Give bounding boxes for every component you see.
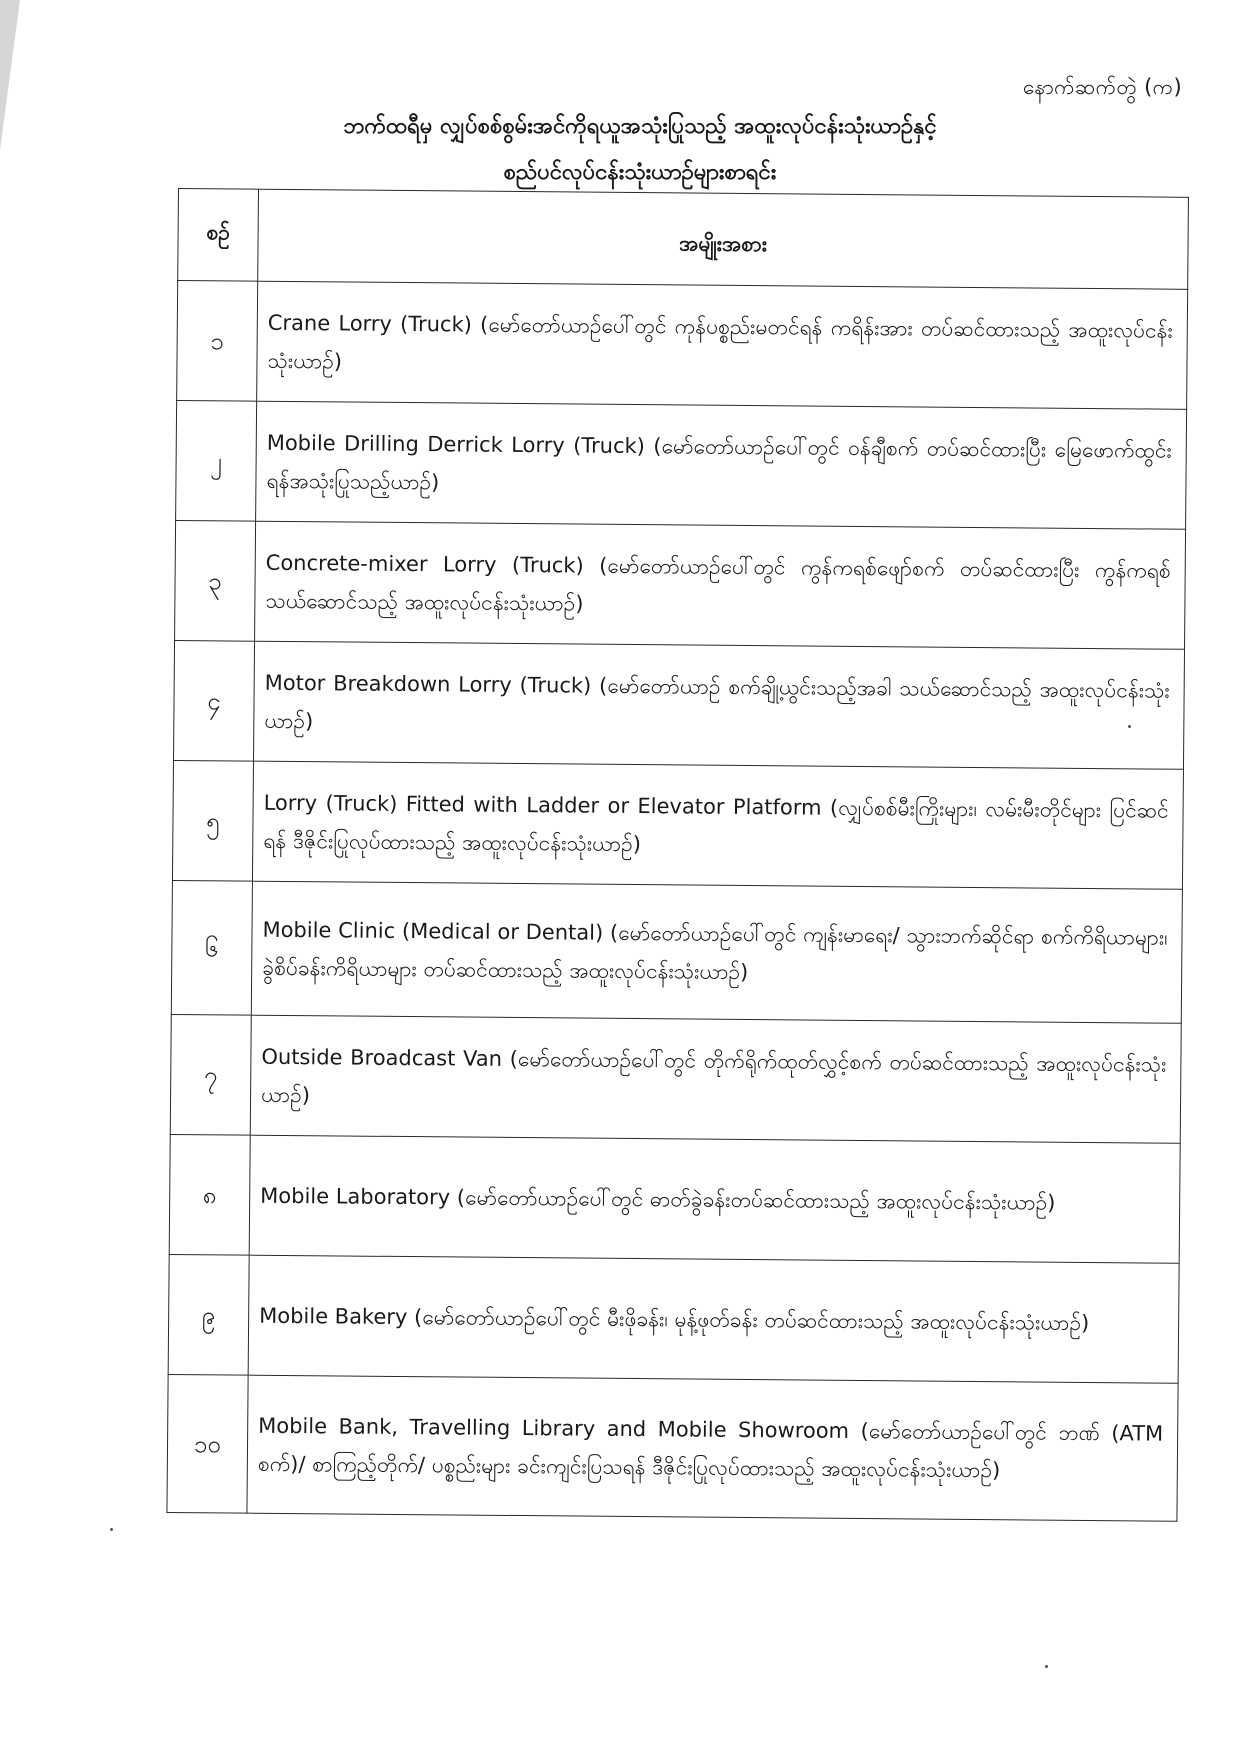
table-row xyxy=(175,520,1186,649)
row-number: ၂ xyxy=(176,400,257,521)
header-type: အမျိုးအစား xyxy=(258,189,1189,289)
row-description: Outside Broadcast Van (မော်တော်ယာဉ်ပေါ်တွင် တိုက်ရိုက်ထုတ်လွှင့်စက် တပ်ဆင်ထားသည့် အထူးလုပ်ငန်းသုံးယာဉ်) xyxy=(250,1015,1181,1143)
row-number: ၆ xyxy=(171,880,252,1015)
row-description: Mobile Laboratory (မော်တော်ယာဉ်ပေါ်တွင် ဓာတ်ခွဲခန်းတပ်ဆင်ထားသည့် အထူးလုပ်ငန်းသုံးယာဉ်) xyxy=(249,1135,1180,1263)
header-serial-number: စဉ် xyxy=(178,189,259,282)
row-description: Mobile Drilling Derrick Lorry (Truck) (မော်တော်ယာဉ်ပေါ်တွင် ဝန်ချီစက် တပ်ဆင်ထားပြီး မြေဖောက်ထွင်းရန်အသုံးပြုသည့်ယာဉ်) xyxy=(256,401,1187,529)
row-description: Concrete-mixer Lorry (Truck) (မော်တော်ယာဉ်ပေါ်တွင် ကွန်ကရစ်ဖျော်စက် တပ်ဆင်ထားပြီး ကွန်ကရစ်သယ်ဆောင်သည့် အထူးလုပ်ငန်းသုံးယာဉ်) xyxy=(255,521,1186,649)
row-description: Lorry (Truck) Fitted with Ladder or Elevator Platform (လျှပ်စစ်မီးကြိုးများ၊ လမ်းမီးတိုင်များ ပြင်ဆင်ရန် ဒီဇိုင်းပြုလုပ်ထားသည့် အထူးလုပ်ငန်းသုံးယာဉ်) xyxy=(252,761,1183,889)
vehicle-types-table xyxy=(166,188,1189,1522)
table-row xyxy=(172,760,1183,889)
scan-speck xyxy=(1128,725,1131,728)
scan-speck xyxy=(110,1528,113,1531)
row-number: ၈ xyxy=(169,1134,250,1255)
table-row xyxy=(177,281,1188,410)
title-line-2: စည်ပင်လုပ်ငန်းသုံးယာဉ်များစာရင်း xyxy=(503,160,777,185)
table-header-row xyxy=(178,189,1189,290)
row-number: ၃ xyxy=(175,520,256,641)
scan-shadow xyxy=(0,0,20,150)
row-number: ၁၀ xyxy=(167,1374,248,1513)
table-row xyxy=(170,1014,1181,1143)
title-line-1: ဘက်ထရီမှ လျှပ်စစ်စွမ်းအင်ကိုရယူအသုံးပြုသည့် အထူးလုပ်ငန်းသုံးယာဉ်နှင့် xyxy=(343,114,937,139)
row-number: ၉ xyxy=(168,1254,249,1375)
row-description: Mobile Clinic (Medical or Dental) (မော်တော်ယာဉ်ပေါ်တွင် ကျန်းမာရေး/ သွားဘက်ဆိုင်ရာ စက်ကိရိယာများ၊ ခွဲစိပ်ခန်းကိရိယာများ တပ်ဆင်ထားသည့် အထူးလုပ်ငန်းသုံးယာဉ်) xyxy=(251,881,1182,1023)
table-row xyxy=(167,1374,1178,1521)
row-number: ၇ xyxy=(170,1014,251,1135)
row-description: Mobile Bakery (မော်တော်ယာဉ်ပေါ်တွင် မီးဖိုခန်း၊ မုန့်ဖုတ်ခန်း တပ်ဆင်ထားသည့် အထူးလုပ်ငန်းသုံးယာဉ်) xyxy=(248,1255,1179,1383)
row-description: Mobile Bank, Travelling Library and Mobile Showroom (မော်တော်ယာဉ်ပေါ်တွင် ဘဏ် (ATM စက်)/ စာကြည့်တိုက်/ ပစ္စည်းများ ခင်းကျင်းပြသရန် ဒီဇိုင်းပြုလုပ်ထားသည့် အထူးလုပ်ငန်းသုံးယာဉ်) xyxy=(247,1375,1178,1521)
row-number: ၄ xyxy=(174,640,255,761)
document-title xyxy=(190,104,1090,196)
table-row xyxy=(168,1254,1179,1383)
row-number: ၁ xyxy=(177,281,258,402)
row-description: Crane Lorry (Truck) (မော်တော်ယာဉ်ပေါ်တွင် ကုန်ပစ္စည်းမတင်ရန် ကရိန်းအား တပ်ဆင်ထားသည့် အထူးလုပ်ငန်းသုံးယာဉ်) xyxy=(257,281,1188,409)
table-row xyxy=(174,640,1185,769)
scan-speck xyxy=(1045,1665,1048,1668)
annex-label: နောက်ဆက်တွဲ (က) xyxy=(1022,75,1182,99)
table-row xyxy=(169,1134,1180,1263)
row-number: ၅ xyxy=(172,760,253,881)
row-description: Motor Breakdown Lorry (Truck) (မော်တော်ယာဉ် စက်ချို့ယွင်းသည့်အခါ သယ်ဆောင်သည့် အထူးလုပ်ငန်းသုံးယာဉ်) xyxy=(254,641,1185,769)
table-row xyxy=(171,880,1182,1023)
table-row xyxy=(176,400,1187,529)
